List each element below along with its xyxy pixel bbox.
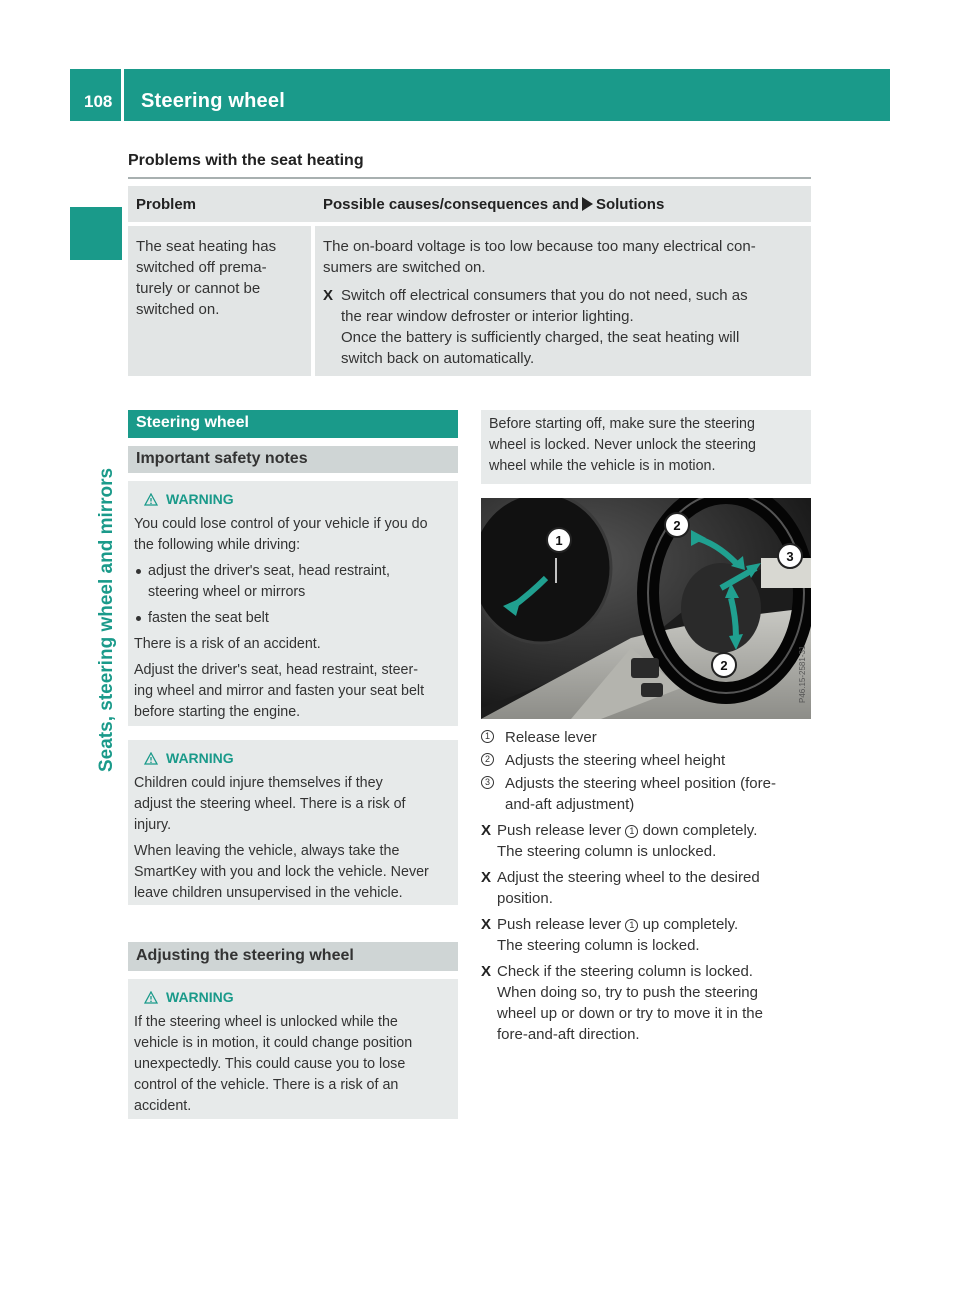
text-line: vehicle is in motion, it could change position xyxy=(134,1035,413,1051)
text-line: the following while driving: xyxy=(134,537,301,553)
step-line: the rear window defroster or interior lighting. xyxy=(341,308,634,325)
text-line: Adjusts the steering wheel position (fore- xyxy=(505,775,776,792)
warning-header xyxy=(134,987,452,1008)
legend-item xyxy=(481,750,816,771)
table-header xyxy=(128,186,811,222)
step-marker-icon: X xyxy=(481,869,492,886)
text-line: Adjust the steering wheel to the desired xyxy=(497,869,760,886)
step-line: Once the battery is sufficiently charged, the seat heating will xyxy=(341,329,740,346)
text-line: If the steering wheel is unlocked while the xyxy=(134,1014,398,1030)
note-box xyxy=(481,410,811,484)
problem-line: switched off prema- xyxy=(136,259,267,276)
warning-box-2 xyxy=(128,740,458,905)
text-line: and-aft adjustment) xyxy=(505,796,635,813)
title-rule xyxy=(128,177,811,179)
step-marker-icon: X xyxy=(323,287,334,304)
problem-line: switched on. xyxy=(136,301,220,318)
text-line: Before starting off, make sure the steering xyxy=(489,416,755,432)
side-tab-marker xyxy=(70,207,122,260)
step-line: Switch off electrical consumers that you do not need, such as xyxy=(341,287,748,304)
text-line: Children could injure themselves if they xyxy=(134,775,383,791)
text-fragment: Push release lever xyxy=(497,916,622,933)
text-line: wheel up or down or try to move it in the xyxy=(497,1005,763,1022)
header-solutions-pre: Possible causes/consequences and xyxy=(323,196,579,213)
warning-box-1 xyxy=(128,481,458,726)
step-result: The steering column is locked. xyxy=(497,937,700,954)
text-line: Adjust the driver's seat, head restraint, steer- xyxy=(134,662,419,678)
text-line: Release lever xyxy=(505,729,597,746)
text-fragment: down completely. xyxy=(642,822,758,839)
safety-heading xyxy=(128,446,458,473)
text-line: Adjusts the steering wheel height xyxy=(505,752,726,769)
adjust-heading-text: Adjusting the steering wheel xyxy=(136,947,354,964)
text-line: leave children unsupervised in the vehicle. xyxy=(134,885,403,901)
seat-heating-title: Problems with the seat heating xyxy=(128,152,364,169)
photo-code: P46.15-2581-31 xyxy=(798,645,807,703)
arrow-icon xyxy=(582,197,593,211)
problem-line: The seat heating has xyxy=(136,238,277,255)
step-result: The steering column is unlocked. xyxy=(497,843,717,860)
warning-action xyxy=(134,660,452,723)
warning-header xyxy=(134,489,452,510)
text-line: injury. xyxy=(134,817,172,833)
warning-label: WARNING xyxy=(166,989,234,1005)
text-fragment: up completely. xyxy=(642,916,739,933)
text-line: steering wheel or mirrors xyxy=(148,584,306,600)
text-line: adjust the steering wheel. There is a risk of xyxy=(134,796,406,812)
instructions xyxy=(481,727,816,1045)
page-number-box xyxy=(70,69,124,121)
cause-line: sumers are switched on. xyxy=(323,259,486,276)
callout-number: 3 xyxy=(481,776,494,789)
text-line: control of the vehicle. There is a risk of an xyxy=(134,1077,399,1093)
header-solutions-post: Solutions xyxy=(595,196,665,213)
bullet-item xyxy=(134,561,452,603)
steering-illustration xyxy=(481,498,811,719)
legend-item xyxy=(481,773,816,815)
warning-icon xyxy=(144,752,158,765)
steering-heading-text: Steering wheel xyxy=(136,414,249,431)
safety-heading-text: Important safety notes xyxy=(136,450,308,467)
page-number: 108 xyxy=(84,92,113,111)
instruction-step xyxy=(481,961,816,1045)
warning-icon xyxy=(144,493,158,506)
step-marker-icon: X xyxy=(481,963,492,980)
step-marker-icon: X xyxy=(481,916,492,933)
text-line: When leaving the vehicle, always take the xyxy=(134,843,400,859)
step-line: switch back on automatically. xyxy=(341,350,535,367)
side-chapter-label xyxy=(70,262,122,792)
text-line: wheel is locked. Never unlock the steering xyxy=(489,437,757,453)
page-header xyxy=(70,69,890,121)
warning-text xyxy=(134,1012,452,1117)
warning-header xyxy=(134,748,452,769)
warning-action xyxy=(134,841,452,904)
warning-label: WARNING xyxy=(166,750,234,766)
text-line: SmartKey with you and lock the vehicle. Never xyxy=(134,864,429,880)
instruction-step xyxy=(481,914,816,956)
table-row xyxy=(128,226,811,376)
header-solutions xyxy=(323,196,664,213)
text-line: wheel while the vehicle is in motion. xyxy=(489,458,716,474)
text-line: fasten the seat belt xyxy=(148,610,269,626)
text-line: ing wheel and mirror and fasten your seat belt xyxy=(134,683,425,699)
seat-heating-table xyxy=(128,186,811,376)
text-fragment: Push release lever xyxy=(497,822,622,839)
text-line: adjust the driver's seat, head restraint, xyxy=(148,563,390,579)
warning-risk: There is a risk of an accident. xyxy=(134,636,321,652)
text-line: Check if the steering column is locked. xyxy=(497,963,753,980)
callout-number: 1 xyxy=(625,919,638,932)
instruction-step xyxy=(481,867,816,909)
cause-line: The on-board voltage is too low because too many electrical con- xyxy=(323,238,756,255)
header-problem: Problem xyxy=(136,196,197,213)
step-marker-icon: X xyxy=(481,822,492,839)
svg-text:2: 2 xyxy=(720,658,728,673)
legend-item xyxy=(481,727,816,748)
solution-step xyxy=(323,285,803,369)
solution-cell xyxy=(315,226,811,376)
text-line: You could lose control of your vehicle if you do xyxy=(134,516,428,532)
adjust-heading xyxy=(128,942,458,971)
problem-cell xyxy=(128,226,311,376)
bullet-item xyxy=(134,608,452,629)
text-line: before starting the engine. xyxy=(134,704,301,720)
text-line: accident. xyxy=(134,1098,192,1114)
callout-number: 1 xyxy=(481,730,494,743)
steering-heading xyxy=(128,410,458,438)
warning-text xyxy=(134,773,452,836)
problem-line: turely or cannot be xyxy=(136,280,261,297)
svg-text:3: 3 xyxy=(786,549,794,564)
callout-number: 2 xyxy=(481,753,494,766)
warning-label: WARNING xyxy=(166,491,234,507)
text-line: When doing so, try to push the steering xyxy=(497,984,758,1001)
side-chapter-text: Seats, steering wheel and mirrors xyxy=(96,467,117,772)
text-line: fore-and-aft direction. xyxy=(497,1026,640,1043)
warning-icon xyxy=(144,991,158,1004)
text-line: unexpectedly. This could cause you to lose xyxy=(134,1056,406,1072)
warning-box-3 xyxy=(128,979,458,1119)
warning-intro xyxy=(134,514,452,556)
steering-adjustment-photo xyxy=(481,498,811,719)
callout-number: 1 xyxy=(625,825,638,838)
svg-text:1: 1 xyxy=(555,533,563,548)
chapter-title: Steering wheel xyxy=(141,90,285,112)
svg-text:2: 2 xyxy=(673,518,681,533)
text-line: position. xyxy=(497,890,553,907)
instruction-step xyxy=(481,820,816,862)
